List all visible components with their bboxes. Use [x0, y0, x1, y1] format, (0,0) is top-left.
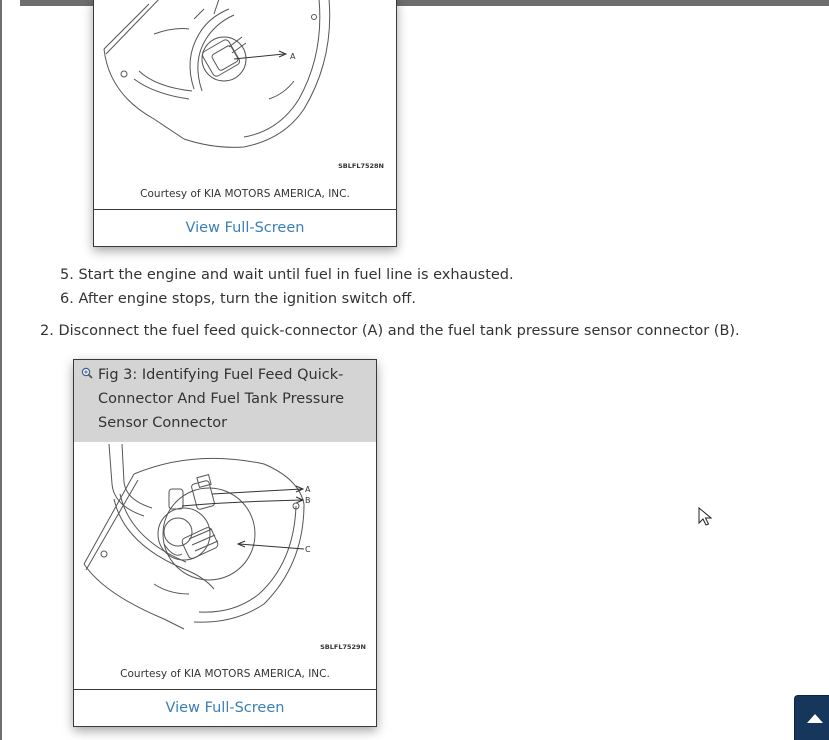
mouse-pointer-icon — [698, 507, 712, 527]
callout-a-label: A — [305, 485, 311, 494]
callout-c-label: C — [305, 545, 311, 554]
fuel-pump-diagram-1 — [94, 0, 396, 159]
figure-header — [74, 360, 376, 442]
callout-b-label: B — [305, 496, 311, 505]
step-6-text: 6. After engine stops, turn the ignition switch off. — [60, 291, 417, 307]
figure-3-fuel-connector — [73, 359, 377, 727]
fuel-connector-diagram — [74, 444, 376, 644]
figure-courtesy: Courtesy of KIA MOTORS AMERICA, INC. — [120, 668, 330, 680]
step-5-text: 5. Start the engine and wait until fuel in fuel line is exhausted. — [60, 267, 514, 283]
figure-courtesy: Courtesy of KIA MOTORS AMERICA, INC. — [140, 188, 350, 200]
figure-fuel-pump-connector — [93, 0, 397, 247]
page-left-border — [0, 0, 2, 740]
figure-code: SBLFL7528N — [338, 162, 384, 170]
callout-a-label: A — [290, 52, 296, 61]
view-full-screen-link[interactable]: View Full-Screen — [74, 689, 376, 726]
scroll-to-top-button[interactable] — [795, 696, 829, 740]
figure-code: SBLFL7529N — [320, 643, 366, 651]
zoom-in-icon[interactable] — [81, 367, 93, 379]
figure-title: Fig 3: Identifying Fuel Feed Quick-Connector And Fuel Tank Pressure Sensor Connector — [98, 367, 345, 431]
step-2-text: 2. Disconnect the fuel feed quick-connector (A) and the fuel tank pressure sensor connector (B). — [40, 323, 740, 339]
view-full-screen-link[interactable]: View Full-Screen — [94, 209, 396, 246]
arrow-up-icon — [807, 714, 823, 723]
